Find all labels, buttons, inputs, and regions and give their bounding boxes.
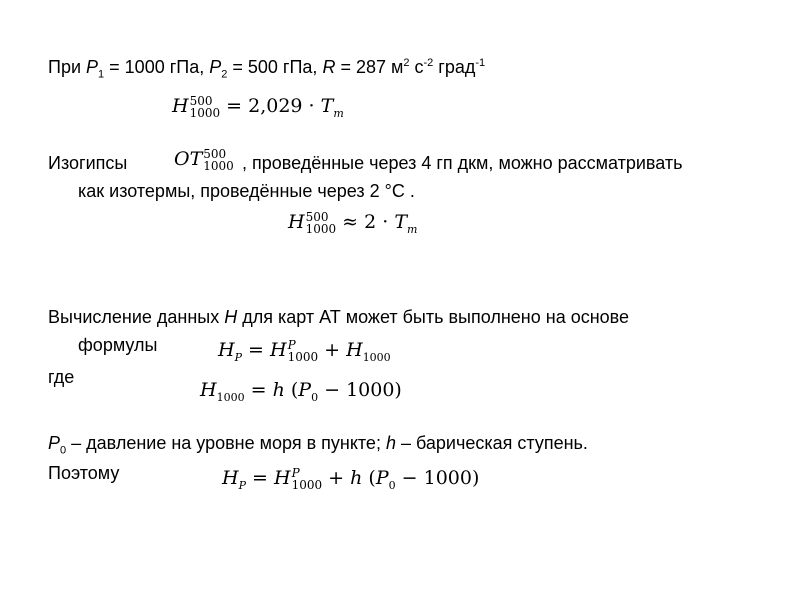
sup-grad: -1 [475,57,486,69]
where-label: где [48,367,75,387]
formula2-indices: 500 1000 [305,210,337,236]
var-p1: P [86,57,99,77]
formula-h1000: $H_{1000} = h$ $(P_0 - 1000)$ [200,379,402,404]
formula3-indices: P 1000 [287,338,319,364]
unit-s: с [409,57,424,77]
formula1-rest: = 2,029 · [220,95,321,117]
formula2-t: T [394,211,408,233]
sup-m: 2 [403,57,410,69]
therefore-label: Поэтому [48,463,120,483]
formula1-t: T [320,95,334,117]
formula1-h: H [172,95,189,117]
formula5-indices: P 1000 [291,466,323,492]
parameters-line [48,56,486,81]
value-p1: = 1000 гПа, [104,57,210,77]
formula-final: $H_P = H$ P 1000 + h $(P_0 - 1000)$ [222,466,480,492]
var-r: R [322,57,336,77]
computation-continuation: формулы [78,335,158,355]
computation-line: Вычисление данных H для карт АТ может быть выполнено на основе [48,307,630,327]
ot-indices: 500 1000 [203,147,234,173]
isohypse-label: Изогипсы [48,153,128,173]
formula-approx [288,210,417,235]
var-h: H [224,307,238,327]
sub-p2: 2 [221,68,228,81]
formula2-t-sub: m [407,222,418,236]
value-p2: = 500 гПа, [227,57,323,77]
ot-symbol: OT [174,148,203,170]
formula2-rest: ≈ 2 · [336,211,395,233]
var-p2: P [209,57,222,77]
formula1-t-sub: m [333,106,344,120]
formula-h-thickness [172,94,344,119]
formula-ot [174,147,234,172]
sup-s: -2 [423,57,434,69]
formula2-h: H [288,211,305,233]
formula1-indices: 500 1000 [189,94,221,120]
value-r: = 287 м [335,57,404,77]
text-pri: При [48,57,87,77]
formula-hp: $H_P = H$ P 1000 + $H_{1000}$ [218,338,391,364]
sub-p1: 1 [98,68,105,81]
isohypse-continuation: как изотермы, проведённые через 2 °С . [78,181,415,201]
unit-grad: град [433,57,476,77]
isohypse-text: , проведённые через 4 гп дкм, можно рассматривать [242,153,683,173]
definition-line: $P_0$ – давление на уровне моря в пункте; h – барическая ступень. [48,433,588,457]
